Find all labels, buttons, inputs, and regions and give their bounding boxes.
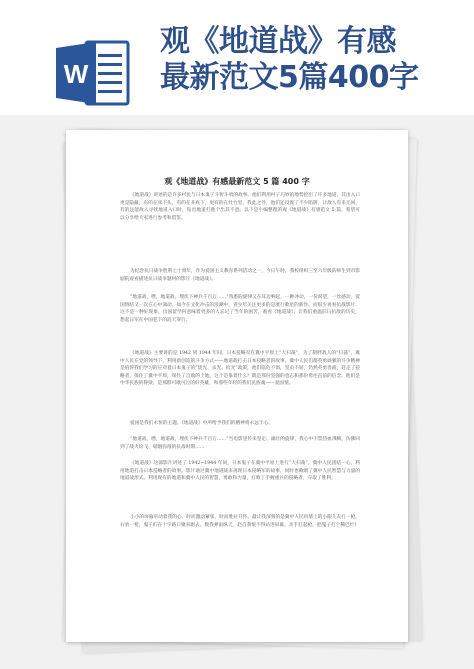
document-page — [66, 130, 408, 642]
document-paragraph: “地道战，嘿，地道战，埋伏下神兵千百万……”熟悉的旋律又在耳边响起，一种冲动，一份渴望，一丝感动，爱国情结又一次在心中涌动。如今在文化冲击的浪潮中，青少年关注更多的是流行歌星的新作，而很少再看抗战影片。这不是一种好现象，出国留学何意味着更多的人忘记了当年的困苦，观看《地道战》，让我们重温旧日抗敌的历史，想起日军在中国犯下的滔天罪行。 — [120, 295, 360, 323]
document-paragraph: “地道战，嘿，地道战，埋伏下神兵千百万……”当电影里传来坚定、雄壮的旋律，我心中不禁热血沸腾，仿佛回到了战火纷飞、硝烟弥漫的抗战时期…… — [120, 437, 360, 450]
document-paragraph: 为纪念抗日战争胜利七十周年，作为爱国主义教育系列活动之一，今日午时，我校组织三至六年级的师生到市影剧院观看描述抗日战争题材的影片《地道战》。 — [120, 269, 360, 282]
document-paragraph: 《地道战》讲述的是许多村民与日本鬼子斗智斗勇的故事。他们利用村子巧妙的地势挖出了许多地道，其出入口更是隐蔽，有的在床下头，有的在井底下，更有的在灶台里。我此之外，他们还设置了不少陷阱，让敌人有来无回，有的还能故入寻找地道入口时，钻出地道打他个出其不意。以下是小编整理的观《地道战》有感范文 5 篇，希望可以分享给大家进行参考和借鉴。 — [120, 193, 360, 221]
document-paragraph: 小小的屏幕牵动着我的心，时而激动紧张，时而胜拉开怀。最让我深刻的是冀中人民用墙上的小眼儿友打一枪，右放一枪，鬼子们在十字路口聚来跑去，数我弹雨纵天，赵自我恨不得站进屏幕，亲手扛起枪，把鬼子打个稀巴烂! — [120, 515, 360, 528]
word-icon-letter: W — [63, 59, 89, 89]
banner-title-line-2: 最新范文5篇400字 — [160, 60, 419, 95]
document-paragraph: 《地道战》主要讲的是 1942 到 1944 年间，日本侵略军在冀中平原上“大扫荡”，为了制胖敌人的“扫荡”，冀中人民在党的领导下，利用新创造的斗争方式——地道战打击日本侵略者的故事。冀中人民们都英勇顽强的斗争精神是值得我们学习的应对着日本鬼子的“烧光、杀光、抢光”政策，他们临危不惧，坚贞不屈，仍然英勇善战，赶走了侵略者，保住了冀中平原，保住了自救的土地，这个是靠着什么？就是那份坚强的意志和那份勇往直前的信念。他们是中华民族的脊梁，是那群可歌可泣的好英雄，和那些年轻的我们民族魂——爱国情。 — [120, 351, 360, 387]
document-title: 观《地道战》有感最新范文 5 篇 400 字 — [164, 177, 310, 186]
header-banner — [0, 0, 474, 115]
document-paragraph: 爱国是我们永恒的主题，《地道战》中所给予我们的精神将永远于心。 — [130, 421, 273, 426]
banner-title-line-1: 观《地道战》有感 — [160, 24, 396, 59]
document-paragraph: 《地道战》这部影片讲述了 1942~1944 年间，日本鬼子在冀中平原上进行“大扫荡”，冀中人民团结一心，利用地道打击日本侵略者的故事。影片通过冀中地道战来再现日本侵略军的故事，同时也歌颂了冀中人民智慧与力量的地道战形式。利用现有的地道和冀中人民的智慧，勇敢和力量，打败了手握重兵的侵略者，夺取了胜利。 — [120, 461, 360, 482]
word-document-icon — [56, 40, 130, 106]
